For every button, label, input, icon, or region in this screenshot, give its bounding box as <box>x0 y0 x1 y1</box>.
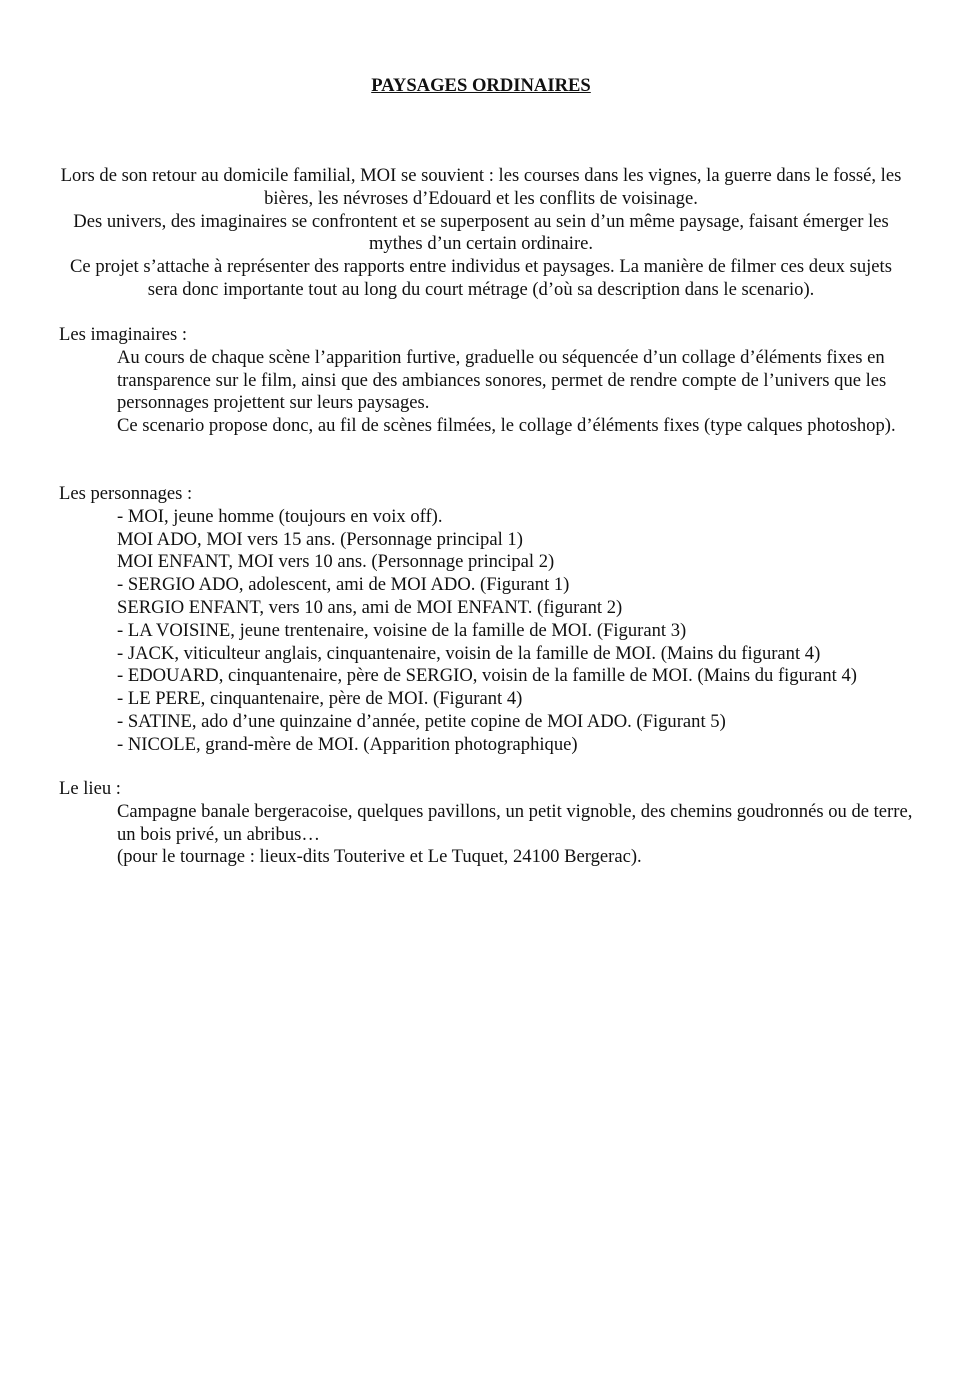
lieu-paragraph-1: Campagne banale bergeracoise, quelques pavillons, un petit vignoble, des chemins goudronnés ou de terre, un bois privé, un abribus… <box>117 800 913 845</box>
character-item: - NICOLE, grand-mère de MOI. (Apparition photographique) <box>117 733 578 755</box>
character-item: - LA VOISINE, jeune trentenaire, voisine de la famille de MOI. (Figurant 3) <box>117 619 687 641</box>
personnages-heading: Les personnages : <box>59 483 193 504</box>
character-item: - MOI, jeune homme (toujours en voix off). <box>117 505 443 527</box>
document-title: PAYSAGES ORDINAIRES <box>371 75 591 96</box>
intro-paragraph-1: Lors de son retour au domicile familial, MOI se souvient : les courses dans les vignes, la guerre dans le fossé, les bières, les névroses d’Edouard et les conflits de voisinage. <box>60 165 902 209</box>
lieu-heading: Le lieu : <box>59 778 121 799</box>
imaginaires-heading: Les imaginaires : <box>59 324 188 345</box>
character-list <box>117 506 919 757</box>
character-item: - SATINE, ado d’une quinzaine d’année, petite copine de MOI ADO. (Figurant 5) <box>117 710 726 732</box>
character-item: MOI ADO, MOI vers 15 ans. (Personnage principal 1) <box>117 528 523 550</box>
personnages-section <box>59 483 919 757</box>
imaginaires-paragraph-2: Ce scenario propose donc, au fil de scènes filmées, le collage d’éléments fixes (type calques photoshop). <box>117 415 896 437</box>
intro-paragraph-2: Des univers, des imaginaires se confrontent et se superposent au sein d’un même paysage, faisant émerger les mythes d’un certain ordinaire. <box>73 210 889 255</box>
intro-section <box>55 165 907 302</box>
imaginaires-section <box>59 324 919 438</box>
imaginaires-paragraph-1: Au cours de chaque scène l’apparition furtive, graduelle ou séquencée d’un collage d’éléments fixes en transparence sur le film, ainsi que des ambiances sonores, permet de rendre compte de l’univers que les personnages projettent sur leurs paysages. <box>117 346 887 414</box>
intro-paragraph-3: Ce projet s’attache à représenter des rapports entre individus et paysages. La manière de filmer ces deux sujets sera donc importante tout au long du court métrage (d’où sa description dans le scenario). <box>70 256 892 300</box>
character-item: - EDOUARD, cinquantenaire, père de SERGIO, voisin de la famille de MOI. (Mains du figurant 4) <box>117 665 857 687</box>
character-item: - JACK, viticulteur anglais, cinquantenaire, voisin de la famille de MOI. (Mains du figurant 4) <box>117 642 821 664</box>
character-item: MOI ENFANT, MOI vers 10 ans. (Personnage principal 2) <box>117 551 555 573</box>
character-item: - SERGIO ADO, adolescent, ami de MOI ADO. (Figurant 1) <box>117 574 570 596</box>
character-item: SERGIO ENFANT, vers 10 ans, ami de MOI ENFANT. (figurant 2) <box>117 596 623 618</box>
character-item: - LE PERE, cinquantenaire, père de MOI. (Figurant 4) <box>117 688 523 710</box>
imaginaires-body <box>117 347 919 438</box>
lieu-body <box>117 801 919 869</box>
lieu-section <box>59 778 919 869</box>
lieu-paragraph-2: (pour le tournage : lieux-dits Touterive et Le Tuquet, 24100 Bergerac). <box>117 846 642 868</box>
